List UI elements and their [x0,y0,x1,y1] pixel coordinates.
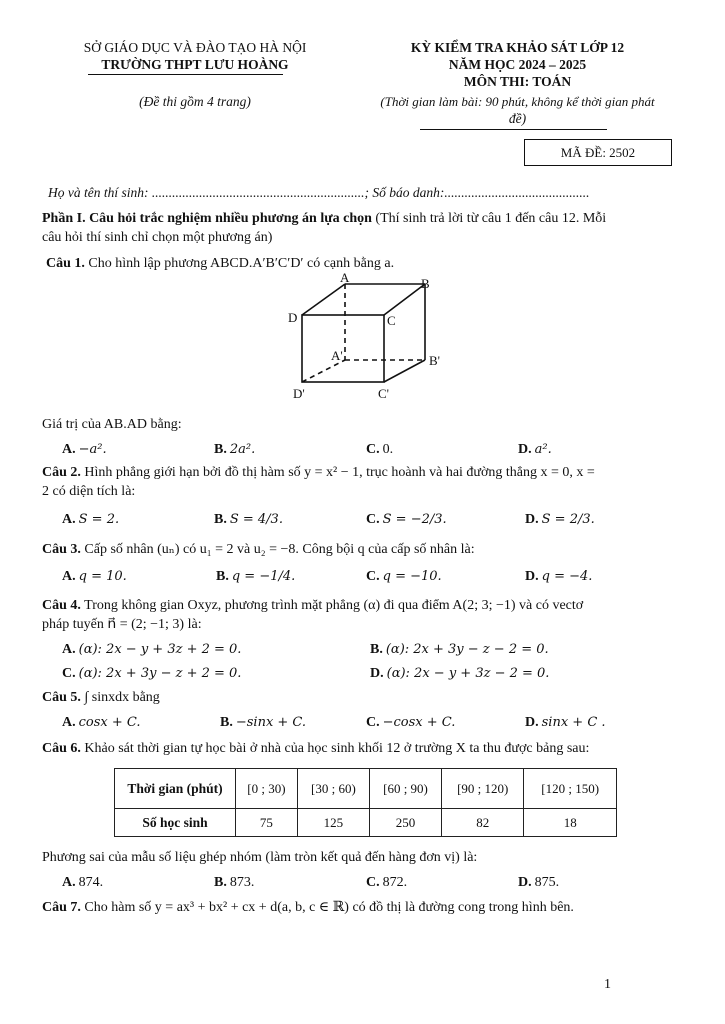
option-key: B. [370,642,383,657]
option-value: S = 2/3. [541,512,595,527]
frequency-table [114,768,617,837]
option-value: −a². [78,442,107,457]
table-cell: 125 [297,809,369,837]
question-4-line2: pháp tuyến n⃗ = (2; −1; 3) là: [42,617,202,632]
question-text: Cho hàm số y = ax³ + bx² + cx + d(a, b, c ∈ ℝ) có đồ thị là đường cong trong hình bên. [84,900,574,915]
option-d[interactable] [525,568,592,585]
option-key: A. [62,642,76,657]
option-c[interactable] [366,714,455,731]
question-label: Câu 6. [42,741,81,756]
option-key: D. [525,569,539,584]
vertex-label: C [387,313,396,328]
vertex-label: C' [378,386,390,401]
option-d[interactable] [525,511,595,528]
vertex-label: D' [293,386,305,401]
option-value: (α): 2x + 3y − z − 2 = 0. [385,642,549,657]
option-key: B. [214,442,227,457]
option-key: D. [525,512,539,527]
option-key: B. [220,715,233,730]
option-value: −cosx + C. [382,715,456,730]
table-cell: 82 [442,809,524,837]
exam-code-box: MÃ ĐỀ: 2502 [524,139,672,166]
table-cell: [60 ; 90) [369,769,441,809]
question-label: Câu 5. [42,690,81,705]
question-3 [42,541,475,558]
time-note-line1: (Thời gian làm bài: 90 phút, không kể thời gian phát [380,94,655,109]
option-value: 874. [78,875,104,890]
edge-DA [302,284,345,315]
header-underline [420,129,607,130]
option-c[interactable] [366,568,442,585]
student-info-line: Họ và tên thí sinh: ...............................................................; Số báo danh:........................................... [48,185,590,200]
option-key: B. [214,512,227,527]
question-label: Câu 3. [42,542,81,557]
edge-D'A'-hidden [302,360,345,382]
vertex-label: A [340,272,350,285]
question-5 [42,689,160,706]
school-year: NĂM HỌC 2024 – 2025 [448,57,587,72]
vertex-label: D [288,310,298,325]
option-key: C. [366,442,380,457]
question-text: Khảo sát thời gian tự học bài ở nhà của học sinh khối 12 ở trường X ta thu được bảng sau: [84,741,590,756]
question-text: Cho hình lập phương ABCD.A′B′C′D′ có cạnh bằng a. [88,256,395,271]
option-a[interactable] [62,441,107,458]
question-label: Câu 1. [46,256,85,271]
option-key: C. [62,666,76,681]
part1-title: Phần I. Câu hỏi trắc nghiệm nhiều phương án lựa chọn [42,211,372,226]
vertex-label: A' [331,348,343,363]
question-label: Câu 7. [42,900,81,915]
option-value: S = −2/3. [382,512,447,527]
option-key: D. [518,875,532,890]
option-value: S = 4/3. [229,512,283,527]
table-header-cell: Thời gian (phút) [115,769,236,809]
option-c[interactable] [366,511,447,528]
edge-CB [384,284,425,315]
question-2-line2: 2 có diện tích là: [42,484,136,499]
option-value: 0. [382,442,394,457]
school-underline [88,74,283,75]
option-key: D. [518,442,532,457]
option-value: 873. [229,875,255,890]
option-c[interactable] [366,441,393,458]
option-value: (α): 2x + 3y − z + 2 = 0. [78,666,242,681]
question-6 [42,740,589,757]
question-label: Câu 2. [42,465,81,480]
option-value: cosx + C. [78,715,141,730]
option-b[interactable] [214,441,255,458]
option-key: D. [370,666,384,681]
option-value: q = 10. [78,569,127,584]
option-key: C. [366,569,380,584]
option-key: C. [366,512,380,527]
option-b[interactable] [214,511,283,528]
part1-note-line2: câu hỏi thí sinh chỉ chọn một phương án) [42,230,273,245]
question-4 [42,597,583,614]
question-label: Câu 4. [42,598,81,613]
vertex-label: B' [429,353,441,368]
exam-title: KỲ KIỂM TRA KHẢO SÁT LỚP 12 [410,40,625,55]
option-key: A. [62,875,76,890]
pages-note: (Đề thi gồm 4 trang) [139,94,251,109]
option-a[interactable] [62,511,119,528]
question-1-followup: Giá trị của AB.AD bằng: [42,417,182,432]
table-row [115,769,617,809]
option-key: A. [62,715,76,730]
table-cell: 75 [236,809,298,837]
table-cell: 250 [369,809,441,837]
option-a[interactable] [62,874,103,891]
option-b[interactable] [370,641,549,658]
option-a[interactable] [62,641,241,658]
option-b[interactable] [216,568,295,585]
cube-figure [280,272,460,407]
part1-heading [42,210,606,227]
vertex-label: B [421,276,430,291]
option-value: 872. [382,875,408,890]
cube-front-face [302,315,384,382]
option-b[interactable] [214,874,254,891]
option-d[interactable] [518,874,559,891]
question-2 [42,464,595,481]
option-value: q = −4. [541,569,593,584]
option-c[interactable] [62,665,241,682]
option-value: (α): 2x − y + 3z + 2 = 0. [78,642,242,657]
option-a[interactable] [62,714,141,731]
question-7 [42,899,574,916]
question-text: Hình phẳng giới hạn bởi đồ thị hàm số y = x² − 1, trục hoành và hai đường thẳng x = 0, x = [84,465,595,480]
time-note-line2: đề) [508,111,527,126]
option-value: q = −10. [382,569,442,584]
option-a[interactable] [62,568,127,585]
option-key: B. [216,569,229,584]
table-cell: 18 [524,809,617,837]
table-row [115,809,617,837]
option-b[interactable] [220,714,306,731]
option-value: q = −1/4. [231,569,296,584]
subject: MÔN THI: TOÁN [463,74,572,89]
table-cell: [90 ; 120) [442,769,524,809]
question-6-followup: Phương sai của mẫu số liệu ghép nhóm (làm tròn kết quả đến hàng đơn vị) là: [42,850,478,865]
option-value: 2a². [229,442,256,457]
option-key: D. [525,715,539,730]
option-key: A. [62,512,76,527]
option-d[interactable] [525,714,606,731]
table-cell: [30 ; 60) [297,769,369,809]
table-cell: [0 ; 30) [236,769,298,809]
option-key: A. [62,569,76,584]
table-header-cell: Số học sinh [115,809,236,837]
table-cell: [120 ; 150) [524,769,617,809]
option-value: S = 2. [78,512,120,527]
option-value: (α): 2x − y + 3z − 2 = 0. [386,666,550,681]
question-1 [46,255,394,272]
option-key: A. [62,442,76,457]
option-value: a². [534,442,552,457]
option-key: C. [366,875,380,890]
question-text: Trong không gian Oxyz, phương trình mặt phẳng (α) đi qua điểm A(2; 3; −1) và có vectơ [84,598,584,613]
option-value: −sinx + C. [235,715,307,730]
option-value: 875. [534,875,560,890]
part1-note: (Thí sinh trả lời từ câu 1 đến câu 12. Mỗi [375,211,607,226]
school-name: TRƯỜNG THPT LƯU HOÀNG [101,57,289,72]
page-number: 1 [604,977,611,992]
option-key: C. [366,715,380,730]
option-d[interactable] [518,441,552,458]
option-value: sinx + C . [541,715,606,730]
option-key: B. [214,875,227,890]
option-d[interactable] [370,665,549,682]
question-text: ∫ sinxdx bằng [84,690,160,705]
question-text: Cấp số nhân (uₙ) có u₁ = 2 và u₂ = −8. Công bội q của cấp số nhân là: [84,542,475,557]
edge-C'B' [384,360,425,382]
option-c[interactable] [366,874,407,891]
department-name: SỞ GIÁO DỤC VÀ ĐÀO TẠO HÀ NỘI [83,40,307,55]
